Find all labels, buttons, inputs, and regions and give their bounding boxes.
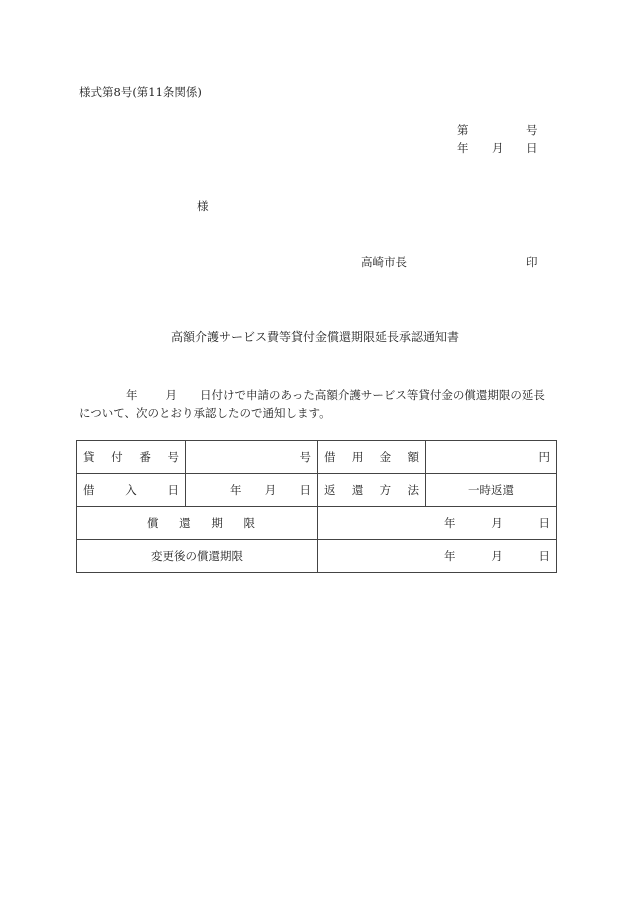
repay-method-value: 一時返還 xyxy=(426,474,557,507)
body-year: 年 xyxy=(126,388,138,402)
loan-number-value: 号 xyxy=(186,441,318,474)
repay-deadline-label-text: 償還期限 xyxy=(147,516,255,530)
loan-amount-label: 借用金額 xyxy=(318,441,426,474)
issue-date-year: 年 xyxy=(457,141,469,155)
addressee-honorific: 様 xyxy=(197,199,209,213)
document-number-prefix: 第 xyxy=(457,123,469,137)
seal-mark: 印 xyxy=(526,255,538,269)
sender-mayor: 高崎市長 xyxy=(361,255,407,269)
repay-deadline-label xyxy=(77,507,318,540)
notice-body-line-2: について、次のとおり承認したので通知します。 xyxy=(79,406,331,420)
borrow-date-month: 月 xyxy=(264,483,277,497)
body-line1-rest: 日付けで申請のあった高額介護サービス等貸付金の償還期限の延長 xyxy=(200,388,545,402)
loan-amount-value: 円 xyxy=(426,441,557,474)
repay-deadline-year: 年 xyxy=(444,516,456,530)
repay-deadline-value xyxy=(318,507,557,540)
borrow-date-day: 日 xyxy=(299,483,311,497)
new-deadline-year: 年 xyxy=(444,549,456,563)
notice-body xyxy=(79,386,559,422)
table-row xyxy=(77,441,557,474)
repay-method-label: 返還方法 xyxy=(318,474,426,507)
new-deadline-label: 変更後の償還期限 xyxy=(77,540,318,573)
borrow-date-year: 年 xyxy=(230,483,242,497)
document-number-suffix: 号 xyxy=(526,123,538,137)
body-month: 月 xyxy=(165,388,177,402)
table-row xyxy=(77,507,557,540)
issue-date-day: 日 xyxy=(526,141,538,155)
borrow-date-value xyxy=(186,474,318,507)
issue-date-month: 月 xyxy=(492,141,504,155)
notice-body-line-1 xyxy=(79,386,559,404)
repay-deadline-month: 月 xyxy=(491,516,503,530)
loan-number-label: 貸付番号 xyxy=(77,441,186,474)
new-deadline-month: 月 xyxy=(491,549,503,563)
new-deadline-value xyxy=(318,540,557,573)
table-row xyxy=(77,474,557,507)
new-deadline-day: 日 xyxy=(538,549,550,563)
loan-info-table xyxy=(76,440,557,573)
repay-deadline-day: 日 xyxy=(538,516,550,530)
form-number: 様式第8号(第11条関係) xyxy=(79,85,202,99)
borrow-date-label: 借入日 xyxy=(77,474,186,507)
document-title: 高額介護サービス費等貸付金償還期限延長承認通知書 xyxy=(170,330,459,344)
table-row xyxy=(77,540,557,573)
